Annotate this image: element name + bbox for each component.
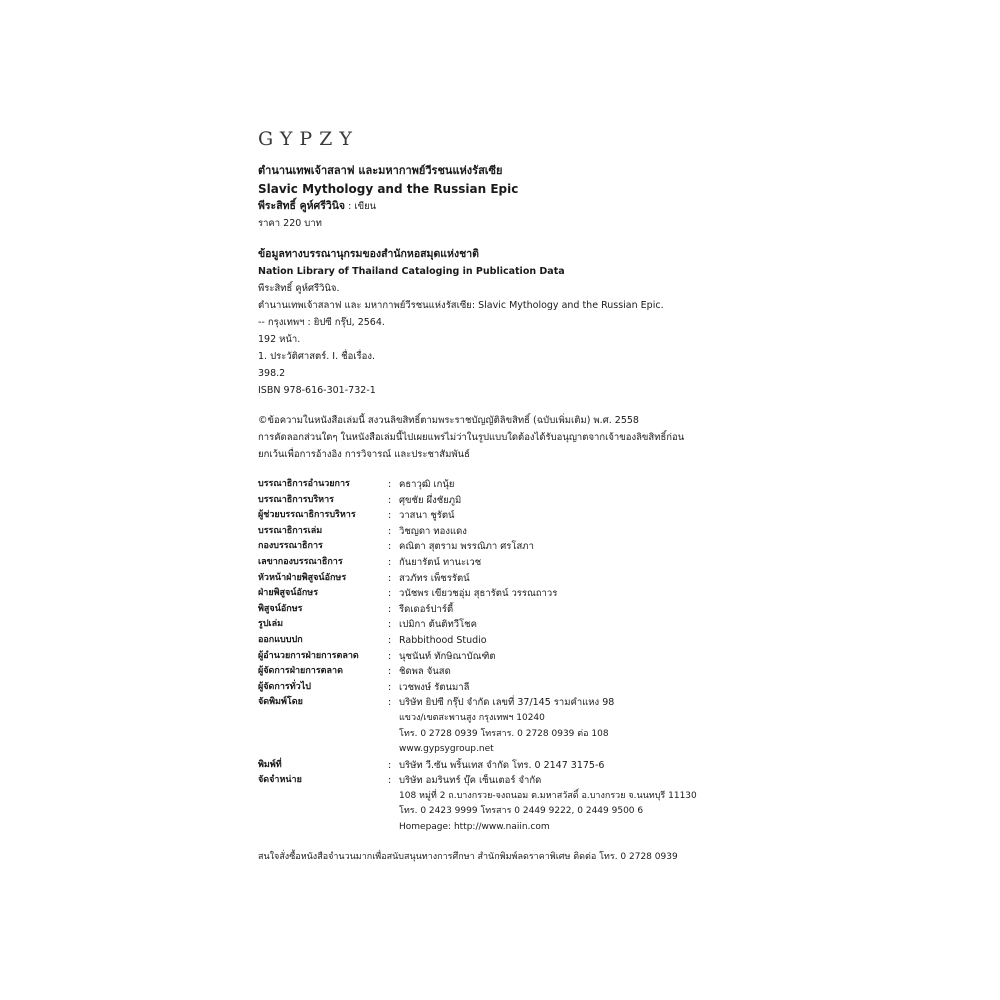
- publisher-address: แขวง/เขตสะพานสูง กรุงเทพฯ 10240: [399, 712, 545, 723]
- publisher-logo: GYPZY: [258, 128, 359, 150]
- credit-row: [258, 617, 958, 633]
- credit-row: [258, 493, 958, 509]
- credit-row: [258, 680, 958, 696]
- colon: :: [388, 541, 392, 553]
- cip-line: -- กรุงเทพฯ : ยิปซี กรุ๊ป, 2564.: [258, 317, 385, 328]
- copyright-line: การคัดลอกส่วนใดๆ ในหนังสือเล่มนี้ไปเผยแพร่ไม่ว่าในรูปแบบใดต้องได้รับอนุญาตจากเจ้าของลิขสิทธิ์ก่อน: [258, 432, 685, 443]
- credit-row: [258, 524, 958, 540]
- author-name: พีระสิทธิ์ คูห์ศรีวินิจ: [258, 200, 346, 212]
- colon: :: [388, 603, 392, 615]
- credit-role: กองบรรณาธิการ: [258, 541, 323, 552]
- credit-name: วนัชพร เขียวชอุ่ม สุธารัตน์ วรรณถาวร: [399, 588, 558, 600]
- credit-role: บรรณาธิการเล่ม: [258, 525, 323, 536]
- credit-name: นุชนันท์ ทักษิณาบัณฑิต: [399, 650, 496, 662]
- credit-role: หัวหน้าฝ่ายพิสูจน์อักษร: [258, 572, 347, 583]
- cip-line: 192 หน้า.: [258, 334, 301, 345]
- copyright-page: [258, 128, 958, 865]
- credit-role: บรรณาธิการบริหาร: [258, 494, 334, 505]
- colon: :: [388, 556, 392, 568]
- distributor-homepage: Homepage: http://www.naiin.com: [399, 822, 550, 833]
- credit-row: [258, 695, 958, 711]
- colon: :: [388, 634, 392, 646]
- credit-name: คธาวุฒิ เกนุ้ย: [399, 479, 455, 490]
- colon: :: [388, 510, 392, 522]
- credit-name: เปมิกา ต้นติทวีโชค: [399, 619, 477, 631]
- cip-heading-english: Nation Library of Thailand Cataloging in Publication Data: [258, 266, 565, 277]
- cip-line: พีระสิทธิ์ คูห์ศรีวินิจ.: [258, 283, 340, 294]
- colon: :: [388, 494, 392, 506]
- copyright-line: ยกเว้นเพื่อการอ้างอิง การวิจารณ์ และประชาสัมพันธ์: [258, 449, 470, 460]
- credit-row: [258, 633, 958, 649]
- credit-row: [258, 586, 958, 602]
- credit-name: สวภัทร เพ็ชรรัตน์: [399, 572, 470, 584]
- credit-name: บริษัท อมรินทร์ บุ๊ค เซ็นเตอร์ จำกัด: [399, 775, 542, 787]
- colon: :: [388, 681, 392, 693]
- credit-name: กันยารัตน์ ทานะเวช: [399, 556, 482, 568]
- colon: :: [388, 666, 392, 678]
- colon: :: [388, 588, 392, 600]
- credit-row: [258, 539, 958, 555]
- cip-line: ตำนานเทพเจ้าสลาฟ และ มหากาพย์วีรชนแห่งรัสเซีย: Slavic Mythology and the Russian Epic.: [258, 300, 664, 311]
- cip-line: 1. ประวัติศาสตร์. I. ชื่อเรื่อง.: [258, 351, 376, 362]
- credit-row: [258, 664, 958, 680]
- price: ราคา 220 บาท: [258, 218, 322, 229]
- credit-role: รูปเล่ม: [258, 619, 284, 630]
- credit-role: ออกแบบปก: [258, 634, 303, 645]
- credit-role: บรรณาธิการอำนวยการ: [258, 479, 350, 489]
- credit-row: [258, 555, 958, 571]
- publisher-website: www.gypsygroup.net: [399, 744, 494, 755]
- publisher-phone: โทร. 0 2728 0939 โทรสาร. 0 2728 0939 ต่อ 108: [399, 728, 609, 739]
- credits-list: [258, 477, 958, 836]
- credit-name: วาสนา ชูรัตน์: [399, 510, 455, 522]
- credit-row: [258, 477, 958, 493]
- credit-name: ชิดพล จันสด: [399, 666, 451, 678]
- author-role: : เขียน: [348, 201, 377, 212]
- cip-line: 398.2: [258, 368, 286, 379]
- colon: :: [388, 525, 392, 537]
- colon: :: [388, 572, 392, 584]
- book-title-english: Slavic Mythology and the Russian Epic: [258, 182, 519, 196]
- cip-heading-thai: ข้อมูลทางบรรณานุกรมของสำนักหอสมุดแห่งชาติ: [258, 248, 479, 260]
- colon: :: [388, 759, 392, 771]
- credit-role: ฝ่ายพิสูจน์อักษร: [258, 588, 319, 599]
- credit-row: [258, 773, 958, 789]
- credit-role: เลขากองบรรณาธิการ: [258, 556, 343, 567]
- credit-row: [258, 649, 958, 665]
- colon: :: [388, 650, 392, 662]
- credit-name: วิชญดา ทองแดง: [399, 525, 467, 537]
- copyright-line: ©ข้อความในหนังสือเล่มนี้ สงวนลิขสิทธิ์ตามพระราชบัญญัติลิขสิทธิ์ (ฉบับเพิ่มเติม) พ.ศ. 2558: [258, 415, 639, 426]
- book-title-thai: ตำนานเทพเจ้าสลาฟ และมหากาพย์วีรชนแห่งรัสเซีย: [258, 164, 503, 177]
- credit-name: Rabbithood Studio: [399, 634, 487, 646]
- distributor-address: 108 หมู่ที่ 2 ถ.บางกรวย-จงถนอม ต.มหาสวัสดิ์ อ.บางกรวย จ.นนทบุรี 11130: [399, 790, 697, 801]
- credit-role: พิสูจน์อักษร: [258, 603, 303, 614]
- credit-role: ผู้จัดการทั่วไป: [258, 681, 311, 692]
- cip-isbn: ISBN 978-616-301-732-1: [258, 385, 376, 396]
- colon: :: [388, 619, 392, 631]
- credit-role: จัดจำหน่าย: [258, 775, 302, 786]
- credit-name: คณิตา สุตราม พรรณิภา ศรโสภา: [399, 541, 534, 553]
- colon: :: [388, 775, 392, 787]
- credit-row: [258, 508, 958, 524]
- credit-role: จัดพิมพ์โดย: [258, 697, 303, 708]
- credit-role: ผู้ช่วยบรรณาธิการบริหาร: [258, 510, 356, 521]
- author-line: [258, 198, 958, 215]
- distributor-phone: โทร. 0 2423 9999 โทรสาร 0 2449 9222, 0 2449 9500 6: [399, 806, 644, 817]
- bulk-order-note: สนใจสั่งซื้อหนังสือจำนวนมากเพื่อสนับสนุนทางการศึกษา สำนักพิมพ์ลดราคาพิเศษ ติดต่อ โทร. 0 2728 0939: [258, 851, 678, 862]
- credit-name: บริษัท วี.ซัน พริ้นเทส จำกัด โทร. 0 2147 3175-6: [399, 759, 605, 771]
- credit-name: บริษัท ยิปซี กรุ๊ป จำกัด เลขที่ 37/145 รามคำแหง 98: [399, 697, 615, 709]
- colon: :: [388, 697, 392, 709]
- credit-row: [258, 602, 958, 618]
- credit-role: ผู้จัดการฝ่ายการตลาด: [258, 666, 343, 677]
- colon: :: [388, 479, 392, 490]
- credit-name: เวชพงษ์ รัตนมาลี: [399, 681, 470, 693]
- credit-name: ศุขชัย ผึ่งชัยภูมิ: [399, 494, 462, 506]
- credit-row: [258, 571, 958, 587]
- credit-row: [258, 758, 958, 774]
- credit-role: พิมพ์ที่: [258, 759, 282, 770]
- credit-role: ผู้อำนวยการฝ่ายการตลาด: [258, 650, 359, 661]
- credit-name: รีดเดอร์ปาร์ตี้: [399, 603, 454, 615]
